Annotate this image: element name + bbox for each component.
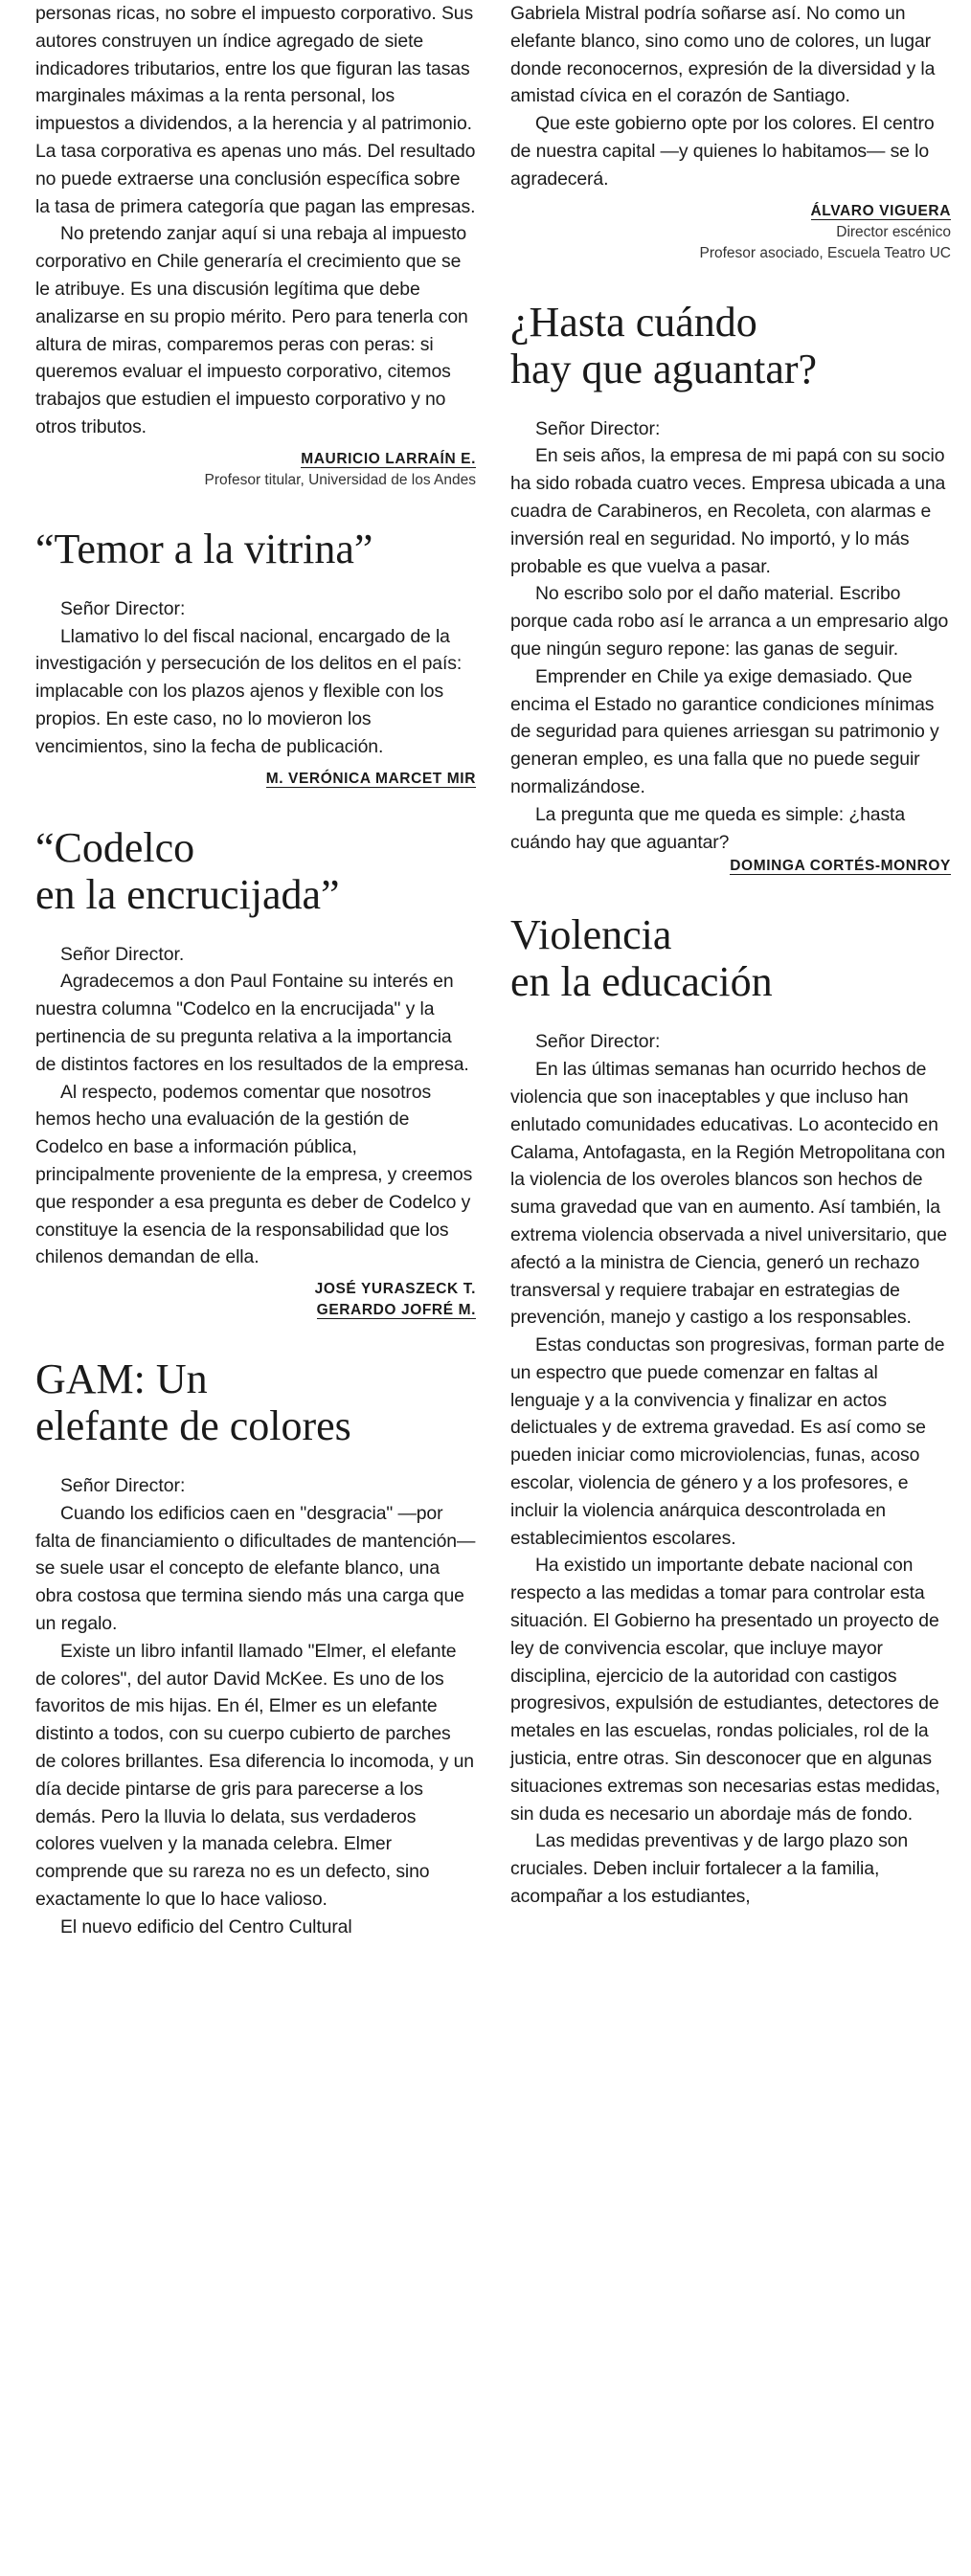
letter-title-line: en la encrucijada” — [35, 870, 340, 918]
paragraph: Agradecemos a don Paul Fontaine su interés en nuestra columna "Codelco en la encrucijada" y la pertinencia de su pregunta relativa a la importancia de distintos factores en los resultados de la empresa. — [35, 971, 469, 1075]
letter-title — [510, 299, 951, 392]
signature-name: ÁLVARO VIGUERA — [810, 202, 951, 219]
salutation: Señor Director: — [60, 1475, 186, 1497]
paragraph: Las medidas preventivas y de largo plazo son cruciales. Deben incluir fortalecer a la familia, acompañar a los estudiantes, — [510, 1830, 909, 1908]
signature-name: M. VERÓNICA MARCET MIR — [265, 770, 476, 787]
paragraph: El nuevo edificio del Centro Cultural — [60, 1915, 352, 1938]
salutation: Señor Director: — [535, 417, 661, 439]
signature-role: Profesor titular, Universidad de los Andes — [204, 471, 476, 488]
paragraph: No pretendo zanjar aquí si una rebaja al impuesto corporativo en Chile generaría el crecimiento que se le atribuye. Es una discusión legítima que debe analizarse en su propio mérito. Pero para tenerla con altura de miras, comparemos peras con peras: si queremos evaluar el impuesto corporativo, citemos trabajos que estudien el impuesto corporativo y no otros tributos. — [35, 223, 468, 437]
salutation: Señor Director: — [60, 597, 186, 619]
letter-title: “Temor a la vitrina” — [35, 525, 373, 572]
signature-role: Director escénico — [836, 223, 951, 240]
paragraph: Al respecto, podemos comentar que nosotros hemos hecho una evaluación de la gestión de Codelco en base a información pública, principalmente proveniente de la empresa, y creemos que responder a esa pregunta es deber de Codelco y constituye la esencia de la responsabilidad que los chilenos demandan de ella. — [35, 1081, 473, 1268]
paragraph: Cuando los edificios caen en "desgracia" —por falta de financiamiento o dificultades de mantención— se suele usar el concepto de elefante blanco, una obra costosa que termina siendo más una carga que un regalo. — [35, 1502, 476, 1635]
paragraph: Existe un libro infantil llamado "Elmer, el elefante de colores", del autor David McKee. Es uno de los favoritos de mis hijas. En él, Elmer es un elefante distinto a todos, con su cuerpo cubierto de parches de colores brillantes. Esa diferencia lo incomoda, y un día decide pintarse de gris para parecerse a los demás. Pero la lluvia lo delata, sus verdaderos colores vuelven y la manada celebra. Elmer comprende que su rareza no es un defecto, sino exactamente lo que lo hace valioso. — [35, 1640, 474, 1911]
signature-role: Profesor asociado, Escuela Teatro UC — [699, 244, 951, 261]
salutation: Señor Director. — [60, 943, 185, 965]
signature — [35, 1279, 476, 1300]
letter-gam-continued — [510, 0, 951, 264]
letter-title — [35, 1355, 476, 1449]
signature — [35, 1300, 476, 1321]
letter-title-line: elefante de colores — [35, 1402, 351, 1450]
letter-title-line: Violencia — [510, 911, 672, 959]
paragraph: En las últimas semanas han ocurrido hechos de violencia que son inaceptables y que incluso han enlutado comunidades educativas. Lo acontecido en Calama, Antofagasta, en la Región Metropolitana con la violencia de los overoles blancos son hechos de suma gravedad que van en aumento. Así también, la extrema violencia observada a nivel universitario, que afectó a la ministra de Ciencia, generó un rechazo transversal y requiere trabajar en estrategias de prevención, manejo y castigo a los responsables. — [510, 1059, 947, 1329]
signature-name: JOSÉ YURASZECK T. — [314, 1281, 476, 1298]
letter-hasta-cuando — [510, 299, 951, 878]
letter-title-line: hay que aguantar? — [510, 345, 818, 392]
signature — [35, 769, 476, 790]
signature — [35, 449, 476, 470]
signature — [510, 201, 951, 222]
signature — [510, 856, 951, 877]
letter-gam — [35, 1355, 476, 1941]
paragraph: Estas conductas son progresivas, forman parte de un espectro que puede comenzar en faltas al lenguaje y a la convivencia y finalizar en actos delictuales y de extrema gravedad. Es así como se pueden iniciar como microviolencias, funas, acoso escolar, violencia de género y a los profesores, e incluir la violencia anárquica descontrolada en establecimientos escolares. — [510, 1334, 945, 1549]
left-column — [35, 0, 476, 1941]
salutation: Señor Director: — [535, 1031, 661, 1053]
paragraph: La pregunta que me queda es simple: ¿hasta cuándo hay que aguantar? — [510, 803, 906, 853]
letter-title-line: ¿Hasta cuándo — [510, 298, 757, 346]
signature-name: GERARDO JOFRÉ M. — [316, 1302, 476, 1319]
letter-codelco — [35, 824, 476, 1322]
paragraph: Ha existido un importante debate nacional con respecto a las medidas a tomar para controlar esta situación. El Gobierno ha presentado un proyecto de ley de convivencia escolar, que incluye mayor disciplina, ejercicio de la autoridad con castigos progresivos, expulsión de estudiantes, detectores de metales en las escuelas, rondas policiales, rol de la justicia, entre otras. Sin desconocer que en algunas situaciones extremas son necesarias estas medidas, sin duda es necesario un abordaje más de fondo. — [510, 1555, 940, 1825]
letter-title-line: GAM: Un — [35, 1355, 208, 1403]
letter-title-line: “Codelco — [35, 823, 195, 871]
letter-title — [510, 911, 951, 1005]
right-column — [510, 0, 951, 1911]
letter-title-line: en la educación — [510, 958, 773, 1006]
signature-name: MAURICIO LARRAÍN E. — [301, 450, 476, 467]
paragraph: No escribo solo por el daño material. Escribo porque cada robo así le arranca a un empresario algo que ningún seguro repone: las ganas de seguir. — [510, 583, 949, 660]
paragraph: personas ricas, no sobre el impuesto corporativo. Sus autores construyen un índice agregado de siete indicadores tributarios, entre los que figuran las tasas marginales máximas a la renta personal, los impuestos a dividendos, a la herencia y al patrimonio. La tasa corporativa es apenas uno más. Del resultado no puede extraerse una conclusión específica sobre la tasa de primera categoría que pagan las empresas. — [35, 3, 476, 217]
letter-temor-a-la-vitrina — [35, 526, 476, 790]
paragraph: Gabriela Mistral podría soñarse así. No como un elefante blanco, sino como uno de colores, un lugar donde reconocernos, expresión de la diversidad y la amistad cívica en el corazón de Santiago. — [510, 3, 936, 107]
letter-title — [35, 824, 476, 918]
paragraph: En seis años, la empresa de mi papá con su socio ha sido robada cuatro veces. Empresa ubicada a una cuadra de Carabineros, en Recoleta, con alarmas e inversión real en seguridad. No importó, y lo más probable es que vuelva a pasar. — [510, 445, 946, 577]
signature-name: DOMINGA CORTÉS-MONROY — [730, 858, 951, 875]
paragraph: Llamativo lo del fiscal nacional, encargado de la investigación y persecución de los delitos en el país: implacable con los plazos ajenos y flexible con los propios. En este caso, no lo movieron los vencimientos, sino la fecha de publicación. — [35, 625, 463, 757]
letter-violencia-educacion — [510, 911, 951, 1911]
paragraph: Que este gobierno opte por los colores. El centro de nuestra capital —y quienes lo habitamos— se lo agradecerá. — [510, 113, 935, 190]
letter-continued-larrain — [35, 0, 476, 491]
paragraph: Emprender en Chile ya exige demasiado. Que encima el Estado no garantice condiciones mínimas de seguridad para quienes arriesgan su patrimonio y generan empleo, es una falla que no puede seguir normalizándose. — [510, 665, 939, 797]
